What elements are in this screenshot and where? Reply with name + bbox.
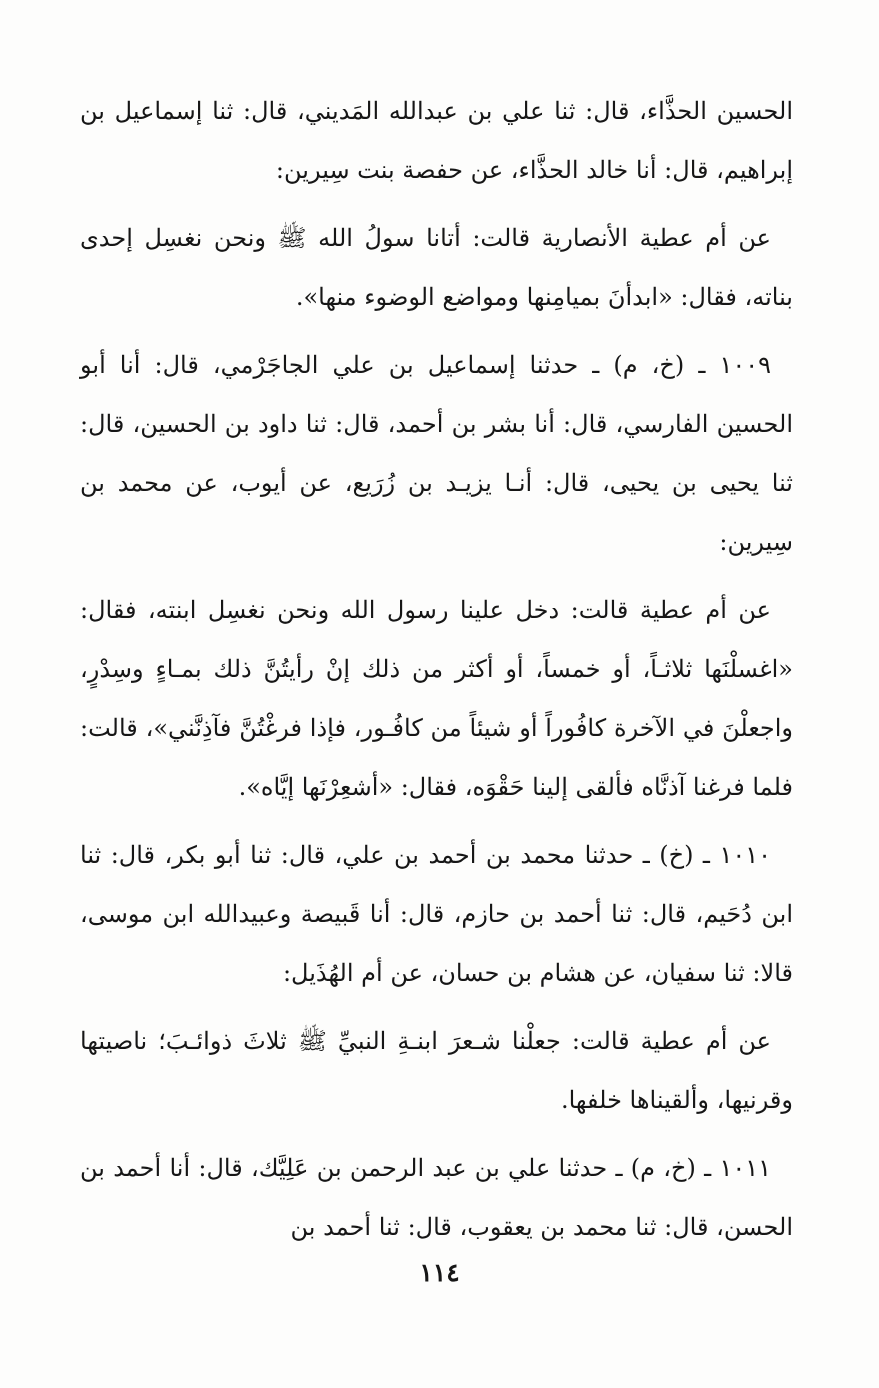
paragraph-5: ١٠١٠ ـ (خ) ـ حدثنا محمد بن أحمد بن علي، قال: ثنا أبو بكر، قال: ثنا ابن دُحَيم، قال: ثنا أحمد بن حازم، قال: أنا قَبيصة وعبيدالله ابن موسى، قالا: ثنا سفيان، عن هشام بن حسان، عن أم الهُذَيل:: [80, 841, 793, 987]
paragraph-3: ١٠٠٩ ـ (خ، م) ـ حدثنا إسماعيل بن علي الجاجَرْمي، قال: أنا أبو الحسين الفارسي، قال: أنا بشر بن أحمد، قال: ثنا داود بن الحسين، قال: ثنا يحيى بن يحيى، قال: أنـا يزيـد بن زُرَيع، عن أيوب، عن محمد بن سِيرين:: [80, 351, 793, 556]
paragraph-4: عن أم عطية قالت: دخل علينا رسول الله ونحن نغسِل ابنته، فقال: «اغسلْنَها ثلاثـاً، أو خمساً، أو أكثر من ذلك إنْ رأيتُنَّ ذلك بمـاءٍ وسِدْرٍ، واجعلْنَ في الآخرة كافُوراً أو شيئاً من كافُـور، فإذا فرغْتُنَّ فآذِنَّني»، قالت: فلما فرغنا آذنَّاه فألقى إلينا حَقْوَه، فقال: «أشعِرْنَها إيَّاه».: [80, 596, 793, 801]
hadith-text-block: [80, 82, 793, 1266]
paragraph-7: ١٠١١ ـ (خ، م) ـ حدثنا علي بن عبد الرحمن بن عَلِيَّك، قال: أنا أحمد بن الحسن، قال: ثنا محمد بن يعقوب، قال: ثنا أحمد بن: [80, 1154, 793, 1241]
paragraph-2: عن أم عطية الأنصارية قالت: أتانا سولُ الله ﷺ ونحن نغسِل إحدى بناته، فقال: «ابدأنَ بميامِنها ومواضع الوضوء منها».: [80, 224, 793, 311]
paragraph-1: الحسين الحذَّاء، قال: ثنا علي بن عبدالله المَديني، قال: ثنا إسماعيل بن إبراهيم، قال: أنا خالد الحذَّاء، عن حفصة بنت سِيرين:: [80, 97, 793, 184]
paragraph-6: عن أم عطية قالت: جعلْنا شـعرَ ابنـةِ النبيِّ ﷺ ثلاثَ ذوائـبَ؛ ناصيتها وقرنيها، وألقيناها خلفها.: [80, 1027, 793, 1114]
page-number: ١١٤: [419, 1258, 460, 1287]
